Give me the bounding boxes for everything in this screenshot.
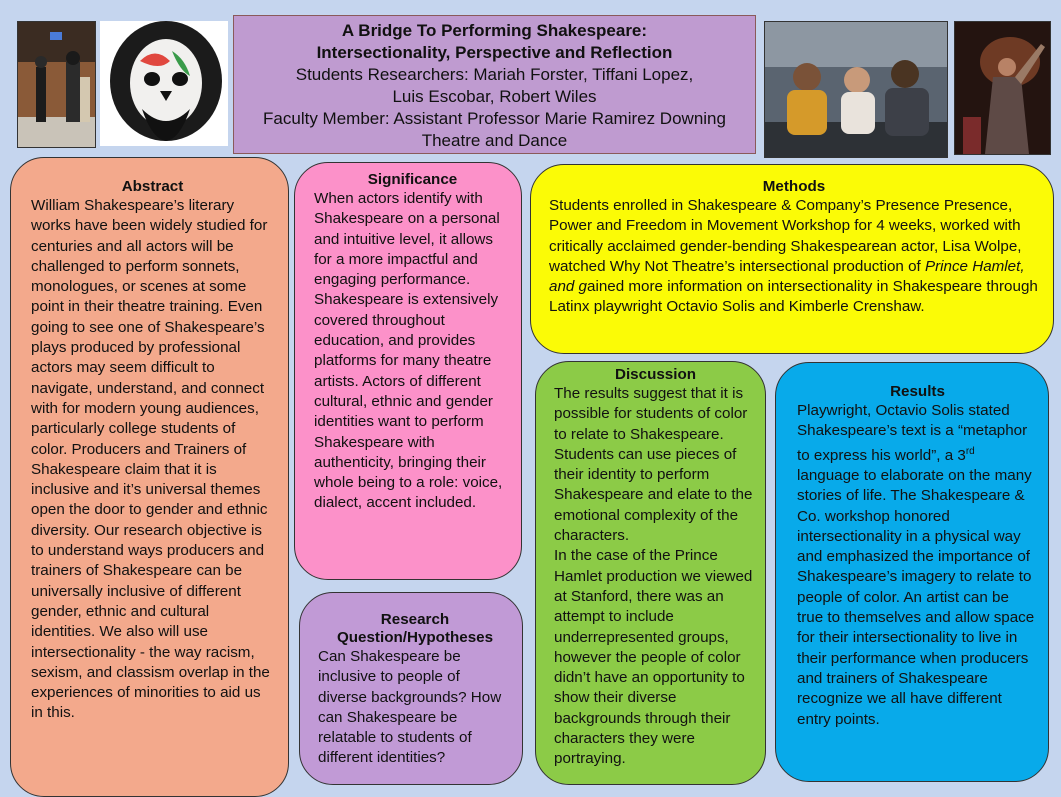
photo-shakespeare-skull-art <box>100 21 228 146</box>
poster-title-line1: A Bridge To Performing Shakespeare: <box>341 21 648 40</box>
discussion-panel <box>535 361 766 785</box>
abstract-heading: Abstract <box>121 178 184 195</box>
methods-panel <box>530 164 1054 354</box>
poster-title-box <box>233 15 756 154</box>
poster-title-line2: Intersectionality, Perspective and Reflection <box>316 43 673 62</box>
significance-body: When actors identify with Shakespeare on a personal and intuitive level, it allows for a more impactful and engaging performance. Shakespeare is extensively covered throughout education, and provides platforms for many theatre artists. Actors of different cultural, ethnic and gender identities want to perform Shakespeare with authenticity, bringing their whole being to a role: voice, dialect, accent included. <box>314 190 503 512</box>
results-body-part2: language to elaborate on the many stories of life. The Shakespeare & Co. workshop honored intersectionality in a physical way and emphasized the importance of Shakespeare’s imagery to relate to people of color. An artist can be true to themselves and allow space for their intersectionality to live in their performance when producers and trainers of Shakespeare recognize we all have different entry points. <box>797 466 1035 728</box>
student-researchers-line1: Students Researchers: Mariah Forster, Tiffani Lopez, <box>295 65 694 84</box>
department: Theatre and Dance <box>421 131 568 150</box>
research-question-panel <box>299 592 523 785</box>
results-panel <box>775 362 1049 782</box>
methods-body-part1: Students enrolled in Shakespeare & Company’s Presence Presence, Power and Freedom in Movement Workshop for 4 weeks, worked with critically acclaimed gender-bending Shakespearean actor, Lisa Wolpe, watched Why Not Theatre’s intersectional production of <box>549 197 1022 275</box>
significance-panel <box>294 162 522 580</box>
methods-body-part2: ained more information on intersectionality in Shakespeare through Latinx playwright Octavio Solis and Kimberle Crenshaw. <box>549 278 1038 316</box>
results-body-sup: rd <box>965 445 975 457</box>
methods-heading: Methods <box>762 178 826 195</box>
abstract-panel <box>10 157 289 797</box>
discussion-heading: Discussion <box>614 366 697 383</box>
results-body-part1: Playwright, Octavio Solis stated Shakespeare’s text is a “metaphor to express his world”, a 3 <box>797 402 1028 464</box>
research-body: Can Shakespeare be inclusive to people of diverse backgrounds? How can Shakespeare be relatable to students of different identities? <box>318 648 502 767</box>
photo-students-lobby <box>17 21 96 148</box>
research-heading-line1: Research <box>380 611 450 628</box>
discussion-para1: The results suggest that it is possible for students of color to relate to Shakespeare. Students can use pieces of their identity to perform Shakespeare and elate to the emotional complexity of the characters. <box>554 385 753 545</box>
methods-body-italic: Prince Hamlet, and g <box>549 257 1025 296</box>
results-heading: Results <box>890 383 945 400</box>
abstract-body: William Shakespeare’s literary works have been widely studied for centuries and all actors will be challenged to perform sonnets, monologues, or scenes at some point in their theatre training. Even going to see one of Shakespeare’s plays produced by professional actors may seem difficult to navigate, understand, and connect with for modern young audiences, particularly college students of color. Producers and Trainers of Shakespeare claim that it is inclusive and it’s universal themes open the door to gender and ethnic diversity. Our research objective is to understand ways producers and trainers of Shakespeare can be universally inclusive of different gender, ethnic and cultural identities. We also will use intersectionality - the way racism, sexism, and classism overlap in the experiences of minorities to aid us in this. <box>31 197 270 722</box>
student-researchers-line2: Luis Escobar, Robert Wiles <box>392 87 597 106</box>
photo-prince-hamlet-stage <box>954 21 1051 155</box>
methods-body <box>549 196 1039 318</box>
research-heading-line2: Question/Hypotheses <box>336 629 494 646</box>
results-body <box>797 401 1038 730</box>
faculty-member: Faculty Member: Assistant Professor Marie Ramirez Downing <box>263 109 726 128</box>
photo-students-group <box>764 21 948 158</box>
significance-heading: Significance <box>367 171 458 188</box>
discussion-para2: In the case of the Prince Hamlet production we viewed at Stanford, there was an attempt to include underrepresented groups, however the people of color didn’t have an opportunity to show their diverse backgrounds through their characters they were portraying. <box>554 547 753 768</box>
